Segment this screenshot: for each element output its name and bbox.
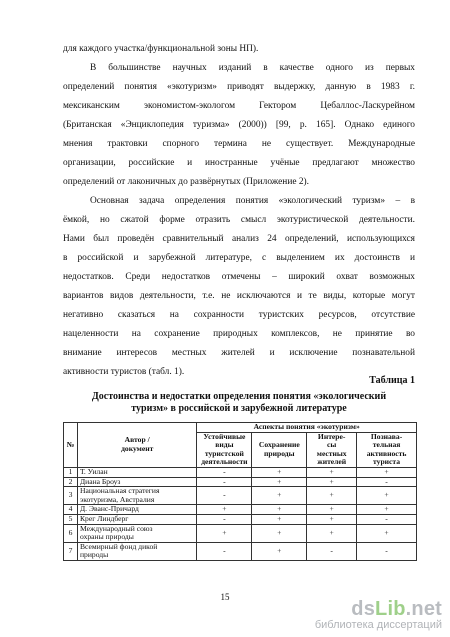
table-cell: - <box>357 477 417 487</box>
table-cell: + <box>307 514 357 524</box>
table-cell: + <box>252 505 307 515</box>
table-cell: + <box>197 505 252 515</box>
table-row <box>64 542 417 560</box>
table-cell: + <box>252 467 307 477</box>
table-cell: + <box>307 505 357 515</box>
paragraph-line: В большинстве научных изданий в качестве одного из первых <box>90 63 415 73</box>
table-cell: + <box>197 524 252 542</box>
table-cell: + <box>252 524 307 542</box>
paragraph-line: ёмкой, но сжатой форме отразить смысл экотуристической деятельности. <box>63 215 415 225</box>
paragraph-line: мнения трактовки спорного термина не существует. Международные <box>63 139 415 149</box>
table-cell: + <box>252 514 307 524</box>
paragraph-line: вариантов видов деятельности, т.е. не исключаются и те виды, которые могут <box>63 291 415 301</box>
header-col: Сохранение природы <box>252 432 307 467</box>
table-cell: 2 <box>64 477 78 487</box>
table-cell: - <box>357 542 417 560</box>
table-title: Достоинства и недостатки определения понятия «экологический <box>91 391 387 402</box>
paragraph-line: (Британская «Энциклопедия туризма» (2000)) [99, р. 165]. Однако единого <box>63 120 415 130</box>
table-row <box>64 505 417 515</box>
table-cell: - <box>197 467 252 477</box>
table-cell: Диана Броуз <box>77 477 196 487</box>
table-cell: - <box>357 514 417 524</box>
table-cell: + <box>357 467 417 477</box>
table-cell: - <box>197 514 252 524</box>
paragraph-line: мексиканским экономистом-экологом Гектором Цебаллос-Ласкурейном <box>63 101 415 111</box>
header-col: Устойчивые виды туристской деятельности <box>197 432 252 467</box>
header-col: Познава- тельная активность туриста <box>357 432 417 467</box>
header-aspects: Аспекты понятия «экотуризм» <box>197 423 417 433</box>
watermark <box>315 599 442 631</box>
paragraph-line: нацеленности на сохранение природных комплексов, не принятие во <box>63 329 415 339</box>
paragraph-line: организации, российские и иностранные учёные предлагают множество <box>63 158 415 168</box>
table-row <box>64 487 417 505</box>
table-cell: 6 <box>64 524 78 542</box>
table-cell: - <box>197 477 252 487</box>
table-row <box>64 467 417 477</box>
header-num: № <box>64 423 78 468</box>
table-cell: + <box>307 524 357 542</box>
table-cell: + <box>307 467 357 477</box>
table-cell: Всемирный фонд дикой природы <box>77 542 196 560</box>
paragraph-line: в российской и зарубежной литературе, с выделением их достоинств и <box>63 253 415 263</box>
paragraph-line: определений понятия «экотуризм» приводят выдержку, данную в 1983 г. <box>63 82 415 92</box>
paragraph-line: недостатков. Среди недостатков отмечены – широкий охват возможных <box>63 272 415 282</box>
table-cell: + <box>252 487 307 505</box>
paragraph-line: определений от лаконичных до развёрнутых (Приложение 2). <box>63 177 309 187</box>
table-cell: Международный союз охраны природы <box>77 524 196 542</box>
paragraph-line: негативно сказаться на сохранности туристских ресурсов, отсутствие <box>63 310 415 320</box>
paragraph-line: Основная задача определения понятия «экологический туризм» – в <box>90 196 415 206</box>
paragraph-line: активности туристов (табл. 1). <box>63 367 185 377</box>
table-cell: + <box>357 505 417 515</box>
table-cell: Т. Уилан <box>77 467 196 477</box>
watermark-subtitle: библиотека диссертаций <box>314 619 442 631</box>
paragraph-line: Нами был проведён сравнительный анализ 24 определений, использующихся <box>63 234 415 244</box>
table-cell: - <box>197 487 252 505</box>
table-cell: Д. Эванс-Причард <box>77 505 196 515</box>
table-cell: + <box>357 524 417 542</box>
table-cell: + <box>252 477 307 487</box>
table-cell: Национальная стратегия экотуризма, Австралия <box>77 487 196 505</box>
header-col: Интере- сы местных жителей <box>307 432 357 467</box>
table-cell: + <box>307 487 357 505</box>
paragraph-line: для каждого участка/функциональной зоны НП). <box>63 44 259 54</box>
header-author: Автор / документ <box>77 423 196 468</box>
table-label: Таблица 1 <box>369 375 415 386</box>
table-cell: 7 <box>64 542 78 560</box>
paragraph-line: внимание интересов местных жителей и исключение познавательной <box>63 348 415 358</box>
table-title: туризм» в российской и зарубежной литературе <box>131 403 347 414</box>
table-cell: 3 <box>64 487 78 505</box>
table-cell: - <box>307 542 357 560</box>
table-cell: + <box>357 487 417 505</box>
table-cell: 1 <box>64 467 78 477</box>
table-cell: + <box>252 542 307 560</box>
table-cell: 4 <box>64 505 78 515</box>
watermark-logo: dsLib.net <box>351 598 442 620</box>
table-cell: Крег Линдберг <box>77 514 196 524</box>
table-cell: - <box>197 542 252 560</box>
page-number: 15 <box>220 592 230 602</box>
table-cell: + <box>307 477 357 487</box>
table-row <box>64 514 417 524</box>
table-row <box>64 524 417 542</box>
comparison-table <box>63 422 417 561</box>
table-cell: 5 <box>64 514 78 524</box>
